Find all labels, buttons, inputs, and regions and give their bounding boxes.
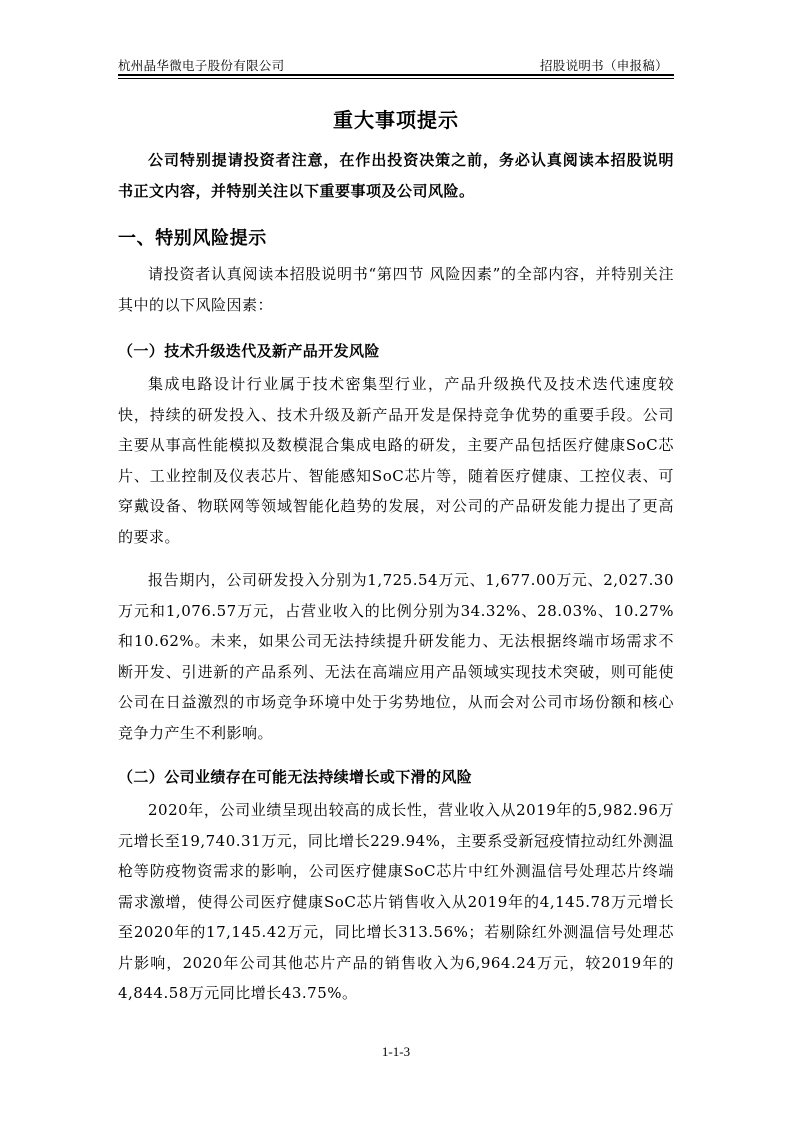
- risk-heading-tech-upgrade: （一）技术升级迭代及新产品开发风险: [118, 342, 380, 360]
- section-heading-special-risks: 一、特别风险提示: [118, 228, 267, 249]
- page-header: [118, 52, 674, 74]
- risk-heading-performance: （二）公司业绩存在可能无法持续增长或下滑的风险: [118, 768, 473, 786]
- intro-paragraph: 公司特别提请投资者注意，在作出投资决策之前，务必认真阅读本招股说明书正文内容，并特别关注以下重要事项及公司风险。: [118, 151, 674, 200]
- header-rule-thick: [118, 74, 674, 76]
- risk1-paragraph-2: 报告期内，公司研发投入分别为1,725.54万元、1,677.00万元、2,027.30万元和1,076.57万元，占营业收入的比例分别为34.32%、28.03%、10.27%和10.62%。未来，如果公司无法持续提升研发能力、无法根据终端市场需求不断开发、引进新的产品系列、无法在高端应用产品领域实现技术突破，则可能使公司在日益激烈的市场竞争环境中处于劣势地位，从而会对公司市场份额和核心竞争力产生不利影响。: [118, 571, 674, 742]
- header-company-name: 杭州晶华微电子股份有限公司: [118, 59, 285, 73]
- risk2-paragraph-1: 2020年，公司业绩呈现出较高的成长性，营业收入从2019年的5,982.96万元增长至19,740.31万元，同比增长229.94%，主要系受新冠疫情拉动红外测温枪等防疫物资需求的影响，公司医疗健康SoC芯片中红外测温信号处理芯片终端需求激增，使得公司医疗健康SoC芯片销售收入从2019年的4,145.78万元增长至2020年的17,145.42万元，同比增长313.56%；若剔除红外测温信号处理芯片影响，2020年公司其他芯片产品的销售收入为6,964.24万元，较2019年的4,844.58万元同比增长43.75%。: [118, 801, 674, 1002]
- page-number: 1-1-3: [381, 1044, 411, 1059]
- page-title: 重大事项提示: [333, 108, 459, 132]
- header-document-type: 招股说明书（申报稿）: [539, 59, 668, 73]
- risk1-paragraph-1: 集成电路设计行业属于技术密集型行业，产品升级换代及技术迭代速度较快，持续的研发投入、技术升级及新产品开发是保持竞争优势的重要手段。公司主要从事高性能模拟及数模混合集成电路的研发，主要产品包括医疗健康SoC芯片、工业控制及仪表芯片、智能感知SoC芯片等，随着医疗健康、工控仪表、可穿戴设备、物联网等领域智能化趋势的发展，对公司的产品研发能力提出了更高的要求。: [118, 375, 674, 546]
- header-rule-thin: [118, 78, 674, 79]
- section-lead-paragraph: 请投资者认真阅读本招股说明书“第四节 风险因素”的全部内容，并特别关注其中的以下风险因素：: [118, 265, 674, 314]
